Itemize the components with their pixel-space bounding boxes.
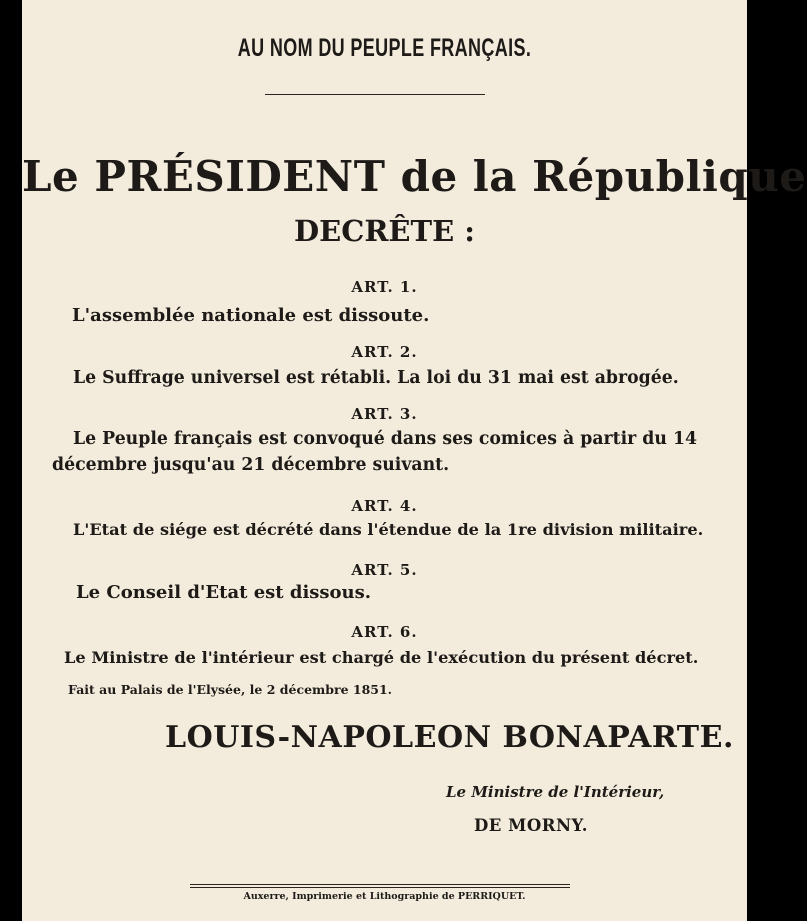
article-1-label: ART. 1.: [351, 278, 418, 296]
header-divider: [265, 94, 485, 95]
title-prefix: Le: [22, 152, 80, 201]
footer-divider-top: [190, 884, 570, 885]
article-4-text: L'Etat de siége est décrété dans l'étendue de la 1re division militaire.: [73, 520, 704, 539]
article-1-text: L'assemblée nationale est dissoute.: [72, 305, 430, 326]
footer-divider-bottom: [190, 887, 570, 888]
article-5-text: Le Conseil d'Etat est dissous.: [76, 582, 372, 603]
minister-title: Le Ministre de l'Intérieur,: [446, 783, 665, 801]
minister-name: DE MORNY.: [474, 816, 588, 835]
dated-line: Fait au Palais de l'Elysée, le 2 décembre 1851.: [68, 682, 393, 697]
article-4-label: ART. 4.: [351, 497, 418, 515]
title-suffix: de la République: [400, 152, 807, 201]
article-3-text-line-2: décembre jusqu'au 21 décembre suivant.: [52, 455, 450, 475]
article-5-label: ART. 5.: [351, 561, 418, 579]
article-6-label: ART. 6.: [351, 623, 418, 641]
decree-heading: DECRÊTE :: [293, 214, 476, 248]
printer-credit: Auxerre, Imprimerie et Lithographie de PERRIQUET.: [243, 891, 526, 902]
article-3-text-line-1: Le Peuple français est convoqué dans ses comices à partir du 14: [73, 429, 698, 449]
signature-name: LOUIS-NAPOLEON BONAPARTE.: [165, 720, 734, 755]
article-3-label: ART. 3.: [351, 405, 418, 423]
title-emphasis: PRÉSIDENT: [94, 152, 386, 201]
header-line: AU NOM DU PEUPLE FRANÇAIS.: [237, 34, 532, 62]
article-6-text: Le Ministre de l'intérieur est chargé de l'exécution du présent décret.: [64, 648, 699, 667]
article-2-text: Le Suffrage universel est rétabli. La loi du 31 mai est abrogée.: [73, 368, 679, 388]
article-2-label: ART. 2.: [351, 343, 418, 361]
decree-poster: [22, 0, 807, 921]
poster-title: [22, 152, 807, 201]
